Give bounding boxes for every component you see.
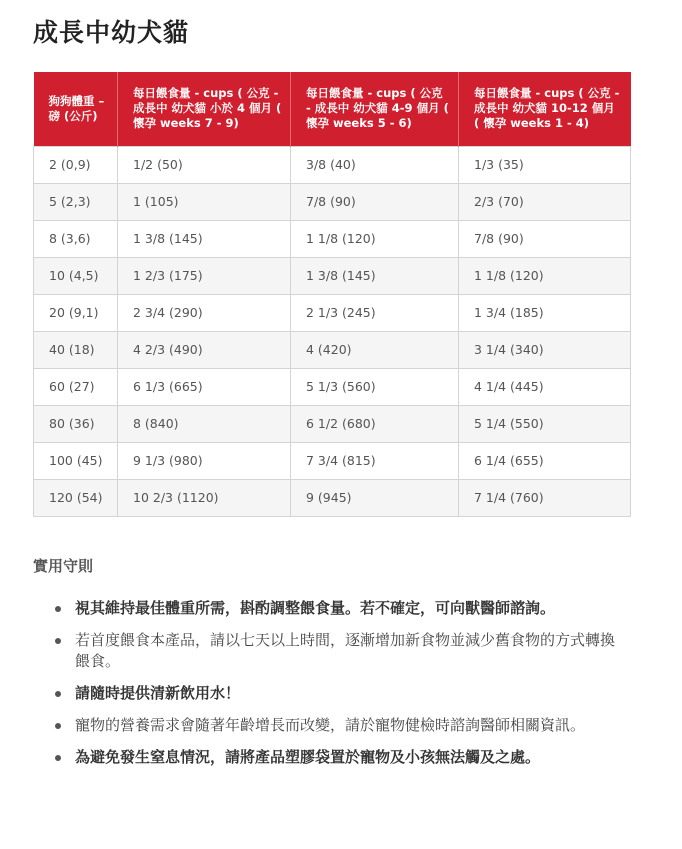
- cell-weight: 20 (9,1): [34, 294, 118, 331]
- cell-value: 1 3/8 (145): [118, 220, 291, 257]
- cell-value: 2 3/4 (290): [118, 294, 291, 331]
- list-item: [53, 630, 623, 672]
- cell-value: 3 1/4 (340): [459, 331, 631, 368]
- cell-value: 5 1/3 (560): [291, 368, 459, 405]
- list-item: [53, 683, 623, 704]
- table-row: [34, 294, 631, 331]
- cell-weight: 100 (45): [34, 442, 118, 479]
- tips-list: [53, 598, 623, 779]
- cell-value: 1/3 (35): [459, 146, 631, 183]
- cell-value: 9 1/3 (980): [118, 442, 291, 479]
- tips-heading: 實用守則: [33, 557, 94, 575]
- table-row: [34, 405, 631, 442]
- cell-value: 5 1/4 (550): [459, 405, 631, 442]
- bullet-icon: [55, 691, 61, 697]
- cell-value: 6 1/4 (655): [459, 442, 631, 479]
- tip-text: 視其維持最佳體重所需，斟酌調整餵食量。若不確定，可向獸醫師諮詢。: [75, 599, 556, 617]
- header-10-12-months: 每日餵食量 - cups ( 公克 - 成長中 幼犬貓 10-12 個月 ( 懷孕 weeks 1 - 4): [459, 72, 631, 146]
- header-weight: 狗狗體重 – 磅 (公斤): [34, 72, 118, 146]
- table-header-row: [34, 72, 631, 146]
- list-item: [53, 747, 623, 768]
- cell-weight: 10 (4,5): [34, 257, 118, 294]
- cell-value: 6 1/3 (665): [118, 368, 291, 405]
- table-row: [34, 183, 631, 220]
- cell-weight: 120 (54): [34, 479, 118, 516]
- cell-value: 7/8 (90): [459, 220, 631, 257]
- table-row: [34, 479, 631, 516]
- cell-weight: 80 (36): [34, 405, 118, 442]
- cell-value: 4 (420): [291, 331, 459, 368]
- cell-value: 9 (945): [291, 479, 459, 516]
- cell-value: 1 2/3 (175): [118, 257, 291, 294]
- header-under-4-months: 每日餵食量 - cups ( 公克 - 成長中 幼犬貓 小於 4 個月 ( 懷孕 weeks 7 - 9): [118, 72, 291, 146]
- cell-weight: 60 (27): [34, 368, 118, 405]
- cell-value: 2 1/3 (245): [291, 294, 459, 331]
- list-item: [53, 598, 623, 619]
- cell-weight: 2 (0,9): [34, 146, 118, 183]
- bullet-icon: [55, 723, 61, 729]
- cell-value: 1 3/8 (145): [291, 257, 459, 294]
- bullet-icon: [55, 755, 61, 761]
- cell-value: 4 1/4 (445): [459, 368, 631, 405]
- cell-value: 6 1/2 (680): [291, 405, 459, 442]
- cell-value: 7 1/4 (760): [459, 479, 631, 516]
- cell-value: 7 3/4 (815): [291, 442, 459, 479]
- cell-value: 1 3/4 (185): [459, 294, 631, 331]
- list-item: [53, 715, 623, 736]
- bullet-icon: [55, 638, 61, 644]
- cell-value: 8 (840): [118, 405, 291, 442]
- cell-value: 4 2/3 (490): [118, 331, 291, 368]
- cell-weight: 40 (18): [34, 331, 118, 368]
- table-row: [34, 146, 631, 183]
- bullet-icon: [55, 606, 61, 612]
- cell-value: 3/8 (40): [291, 146, 459, 183]
- table-row: [34, 220, 631, 257]
- cell-value: 2/3 (70): [459, 183, 631, 220]
- cell-value: 1/2 (50): [118, 146, 291, 183]
- tip-text: 若首度餵食本產品，請以七天以上時間，逐漸增加新食物並減少舊食物的方式轉換餵食。: [75, 631, 616, 670]
- page-title: 成長中幼犬貓: [33, 18, 190, 47]
- table-row: [34, 368, 631, 405]
- tip-text: 為避免發生窒息情況，請將產品塑膠袋置於寵物及小孩無法觸及之處。: [75, 748, 541, 766]
- table-row: [34, 442, 631, 479]
- tip-text: 請隨時提供清新飲用水！: [75, 684, 241, 702]
- cell-value: 1 (105): [118, 183, 291, 220]
- cell-value: 1 1/8 (120): [291, 220, 459, 257]
- cell-value: 1 1/8 (120): [459, 257, 631, 294]
- cell-weight: 8 (3,6): [34, 220, 118, 257]
- cell-value: 7/8 (90): [291, 183, 459, 220]
- table-row: [34, 331, 631, 368]
- cell-value: 10 2/3 (1120): [118, 479, 291, 516]
- table-row: [34, 257, 631, 294]
- header-4-9-months: 每日餵食量 - cups ( 公克 - 成長中 幼犬貓 4-9 個月 ( 懷孕 weeks 5 - 6): [291, 72, 459, 146]
- feeding-table: [33, 72, 631, 517]
- tip-text: 寵物的營養需求會隨著年齡增長而改變，請於寵物健檢時諮詢醫師相關資訊。: [75, 716, 586, 734]
- cell-weight: 5 (2,3): [34, 183, 118, 220]
